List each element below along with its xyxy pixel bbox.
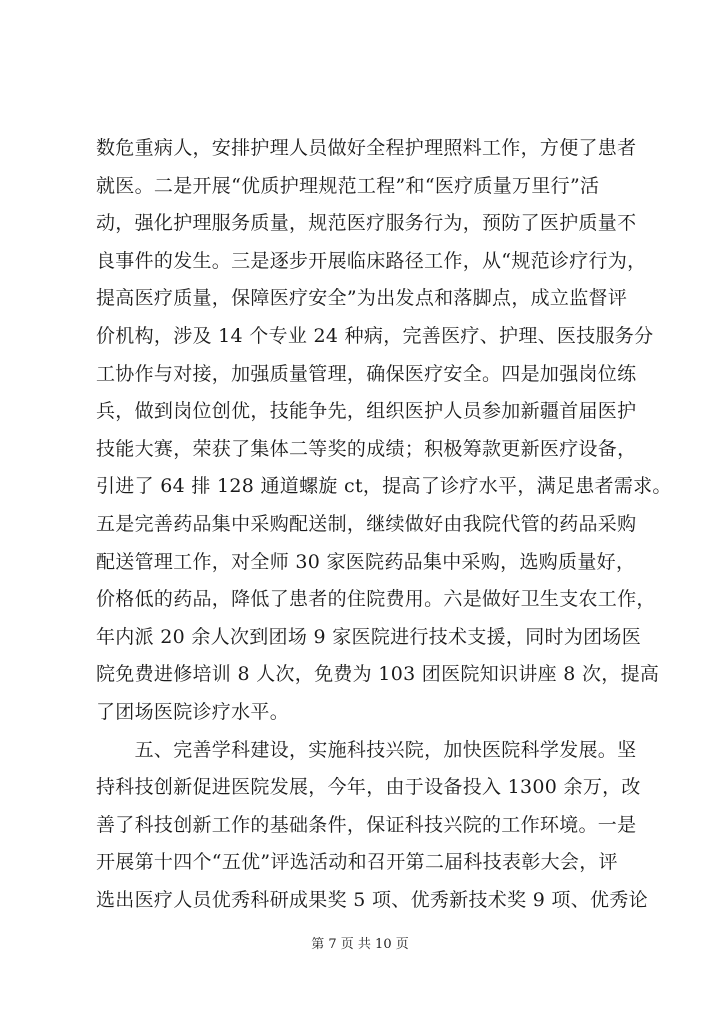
text-line: 配送管理工作，对全师 30 家医院药品集中采购，选购质量好， bbox=[96, 550, 636, 573]
page-footer bbox=[0, 936, 720, 954]
text-line: 动，强化护理服务质量，规范医疗服务行为，预防了医护质量不 bbox=[96, 212, 637, 235]
text-line: 善了科技创新工作的基础条件，保证科技兴院的工作环境。一是 bbox=[96, 813, 637, 836]
body-text bbox=[96, 130, 672, 919]
text-line: 五、完善学科建设，实施科技兴院，加快医院科学发展。坚 bbox=[96, 738, 637, 761]
text-line: 兵，做到岗位创优，技能争先，组织医护人员参加新疆首届医护 bbox=[96, 400, 637, 423]
text-line: 年内派 20 余人次到团场 9 家医院进行技术支援，同时为团场医 bbox=[96, 625, 642, 648]
text-line: 持科技创新促进医院发展，今年，由于设备投入 1300 余万，改 bbox=[96, 776, 641, 799]
text-line: 价机构，涉及 14 个专业 24 种病，完善医疗、护理、医技服务分 bbox=[96, 324, 654, 347]
text-line: 工协作与对接，加强质量管理，确保医疗安全。四是加强岗位练 bbox=[96, 362, 637, 385]
text-line: 技能大赛，荣获了集体二等奖的成绩；积极筹款更新医疗设备， bbox=[96, 437, 637, 460]
text-line: 提高医疗质量，保障医疗安全”为出发点和落脚点，成立监督评 bbox=[96, 287, 628, 310]
text-line: 了团场医院诊疗水平。 bbox=[96, 700, 290, 723]
text-line: 就医。二是开展“优质护理规范工程”和“医疗质量万里行”活 bbox=[96, 174, 600, 197]
page-number-label: 第 7 页 共 10 页 bbox=[311, 937, 409, 952]
text-line: 五是完善药品集中采购配送制，继续做好由我院代管的药品采购 bbox=[96, 512, 637, 535]
text-line: 价格低的药品，降低了患者的住院费用。六是做好卫生支农工作， bbox=[96, 588, 656, 611]
text-line: 开展第十四个“五优”评选活动和召开第二届科技表彰大会，评 bbox=[96, 851, 618, 874]
text-line: 院免费进修培训 8 人次，免费为 103 团医院知识讲座 8 次，提高 bbox=[96, 663, 660, 686]
text-line: 数危重病人，安排护理人员做好全程护理照料工作，方便了患者 bbox=[96, 137, 637, 159]
text-line: 引进了 64 排 128 通道螺旋 ct，提高了诊疗水平，满足患者需求。 bbox=[96, 475, 672, 498]
text-line: 选出医疗人员优秀科研成果奖 5 项、优秀新技术奖 9 项、优秀论 bbox=[96, 888, 648, 911]
text-line: 良事件的发生。三是逐步开展临床路径工作，从“规范诊疗行为， bbox=[96, 249, 647, 272]
